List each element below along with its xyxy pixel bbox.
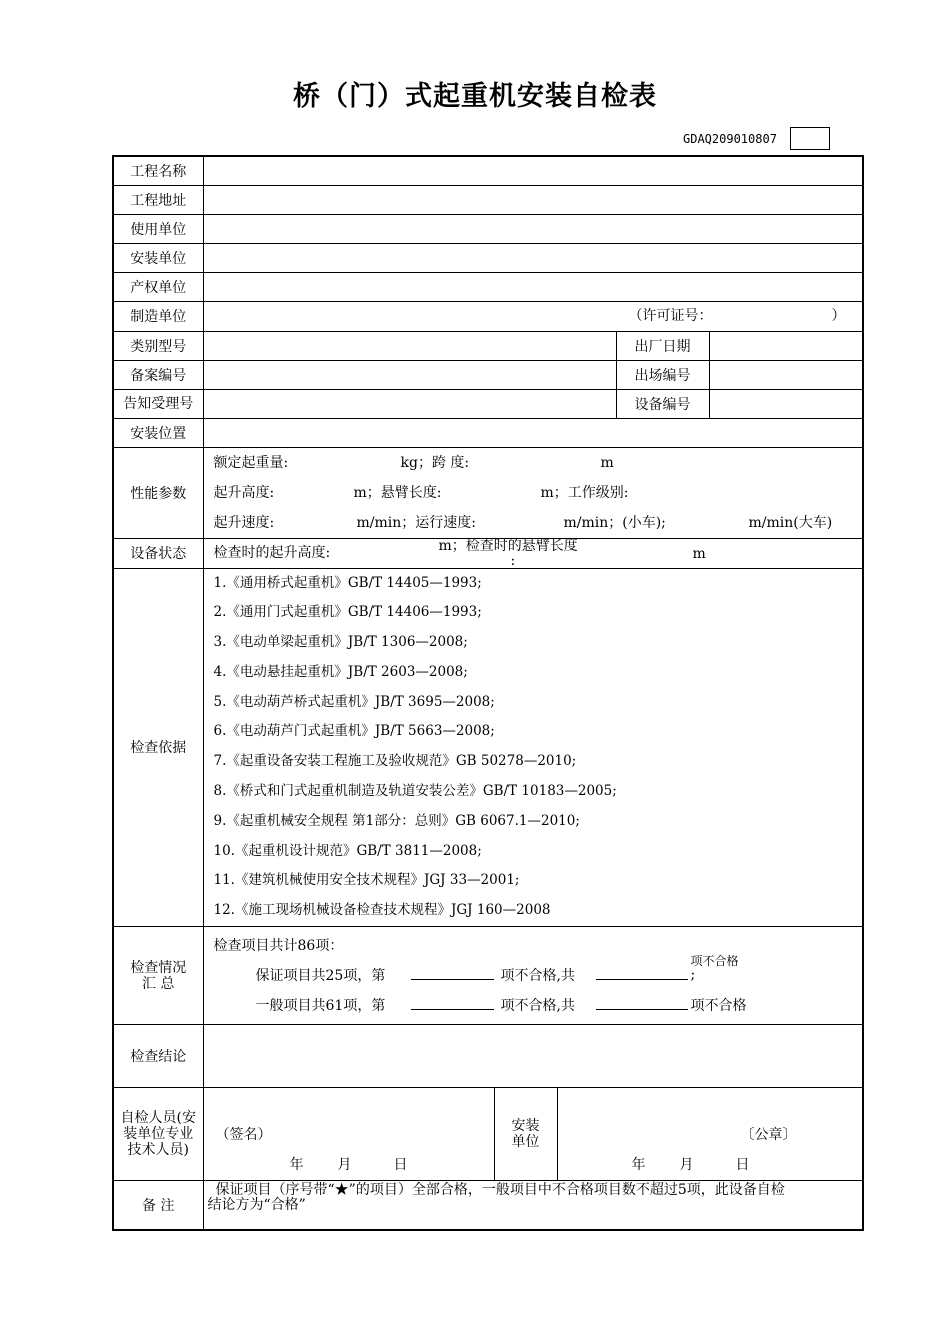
user-unit-label: 使用单位	[113, 214, 203, 243]
summary-label-2: 汇 总	[142, 975, 175, 992]
basis-item: 10.《起重机设计规范》GB/T 3811—2008;	[213, 842, 482, 859]
conclusion-field[interactable]	[203, 1025, 863, 1088]
basis-item: 9.《起重机械安全规程 第1部分：总则》GB 6067.1—2010;	[213, 812, 580, 829]
general-total-input[interactable]	[596, 995, 688, 1010]
seal-label: 〔公章〕	[740, 1127, 797, 1144]
rated-load-label: 额定起重量:	[213, 454, 289, 471]
guarantee-fail-tail: 项不合格	[690, 954, 739, 969]
check-cantilever-unit: m	[692, 545, 706, 562]
seal-year: 年	[631, 1157, 646, 1174]
install-position-label: 安装位置	[113, 418, 203, 447]
basis-item: 2.《通用门式起重机》GB/T 14406—1993;	[213, 604, 482, 621]
seal-day: 日	[735, 1157, 750, 1174]
license-label: （许可证号：	[628, 307, 713, 324]
basis-label: 检查依据	[113, 568, 203, 927]
span-unit: m	[600, 454, 614, 471]
general-label: 一般项目共61项，第	[255, 998, 386, 1015]
equipment-no-label: 设备编号	[616, 389, 709, 418]
self-inspector-label: 自检人员(安装单位专业技术人员)	[113, 1088, 203, 1181]
summary-total: 检查项目共计86项：	[213, 938, 344, 955]
basis-item: 8.《桥式和门式起重机制造及轨道安装公差》GB/T 10183—2005;	[213, 783, 617, 800]
check-cantilever-label: m；检查时的悬臂长度	[438, 537, 578, 554]
document-number-box[interactable]	[790, 127, 830, 150]
guarantee-semicolon: ;	[690, 967, 696, 984]
page-title: 桥（门）式起重机安装自检表	[293, 81, 657, 112]
remark-line-1: 保证项目（序号带“★”的项目）全部合格，一般项目中不合格项目数不超过5项，此设备自检	[215, 1182, 785, 1199]
remark-label: 备 注	[113, 1181, 203, 1230]
basis-item: 7.《起重设备安装工程施工及验收规范》GB 50278—2010;	[213, 753, 577, 770]
sign-year: 年	[289, 1157, 304, 1174]
general-fail-tail: 项不合格	[690, 998, 747, 1015]
check-height-label: 检查时的起升高度:	[213, 544, 331, 561]
remark-line-2: 结论方为“合格”	[207, 1197, 306, 1214]
factory-date-label: 出厂日期	[616, 331, 709, 360]
install-position-field[interactable]	[203, 418, 863, 447]
guarantee-total-input[interactable]	[596, 965, 688, 980]
seal-field[interactable]	[558, 1088, 863, 1180]
install-unit-sign-label: 安装单位	[511, 1118, 540, 1151]
basis-item: 11.《建筑机械使用安全技术规程》JGJ 33—2001;	[213, 872, 520, 889]
cantilever-label: m；悬臂长度:	[353, 484, 442, 501]
lift-height-label: 起升高度:	[213, 484, 275, 501]
notice-no-field[interactable]	[203, 389, 616, 418]
trolley-unit: m/min；(小车);	[563, 514, 666, 531]
general-fail-total: 项不合格,共	[500, 998, 575, 1015]
work-class-label: m；工作级别:	[540, 484, 629, 501]
basis-item: 6.《电动葫芦门式起重机》JB/T 5663—2008;	[213, 723, 495, 740]
owner-unit-label: 产权单位	[113, 272, 203, 301]
model-field[interactable]	[203, 331, 616, 360]
exit-no-field[interactable]	[709, 360, 863, 389]
guarantee-fail-total: 项不合格,共	[500, 968, 575, 985]
summary-label-1: 检查情况	[130, 959, 187, 976]
conclusion-label: 检查结论	[113, 1025, 203, 1088]
basis-item: 12.《施工现场机械设备检查技术规程》JGJ 160—2008	[213, 902, 551, 919]
basis-item: 1.《通用桥式起重机》GB/T 14405—1993;	[213, 574, 482, 591]
performance-field[interactable]	[203, 447, 863, 538]
seal-month: 月	[679, 1157, 694, 1174]
notice-no-label: 告知受理号	[113, 389, 203, 418]
install-unit-label: 安装单位	[113, 243, 203, 272]
sign-month: 月	[337, 1157, 352, 1174]
project-address-label: 工程地址	[113, 185, 203, 214]
document-number: GDAQ209010807	[683, 132, 777, 146]
exit-no-label: 出场编号	[616, 360, 709, 389]
guarantee-label: 保证项目共25项，第	[255, 968, 386, 985]
signature-label: （签名）	[215, 1127, 272, 1144]
install-unit-field[interactable]	[203, 243, 863, 272]
project-address-field[interactable]	[203, 185, 863, 214]
project-name-field[interactable]	[203, 156, 863, 185]
license-close: ）	[831, 307, 846, 324]
project-name-label: 工程名称	[113, 156, 203, 185]
owner-unit-field[interactable]	[203, 272, 863, 301]
basis-item: 4.《电动悬挂起重机》JB/T 2603—2008;	[213, 663, 468, 680]
factory-date-field[interactable]	[709, 331, 863, 360]
equipment-no-field[interactable]	[709, 389, 863, 418]
inspection-form	[112, 155, 864, 1231]
run-speed-label: m/min；运行速度:	[356, 514, 476, 531]
status-label: 设备状态	[113, 538, 203, 568]
status-field[interactable]	[203, 538, 863, 568]
record-no-label: 备案编号	[113, 360, 203, 389]
sign-day: 日	[393, 1157, 408, 1174]
user-unit-field[interactable]	[203, 214, 863, 243]
manufacturer-field[interactable]	[203, 301, 863, 331]
manufacturer-label: 制造单位	[113, 301, 203, 331]
general-fail-input[interactable]	[411, 995, 494, 1010]
basis-list	[203, 568, 863, 927]
crane-unit: m/min(大车)	[748, 514, 833, 531]
basis-item: 3.《电动单梁起重机》JB/T 1306—2008;	[213, 634, 468, 651]
lift-speed-label: 起升速度:	[213, 514, 275, 531]
kg-span-label: kg；跨 度:	[400, 454, 470, 471]
summary-field	[203, 927, 863, 1025]
check-cantilever-colon: :	[510, 552, 516, 569]
model-label: 类别型号	[113, 331, 203, 360]
signature-field[interactable]	[204, 1088, 494, 1180]
guarantee-fail-input[interactable]	[411, 965, 494, 980]
performance-label: 性能参数	[113, 447, 203, 538]
basis-item: 5.《电动葫芦桥式起重机》JB/T 3695—2008;	[213, 693, 495, 710]
record-no-field[interactable]	[203, 360, 616, 389]
